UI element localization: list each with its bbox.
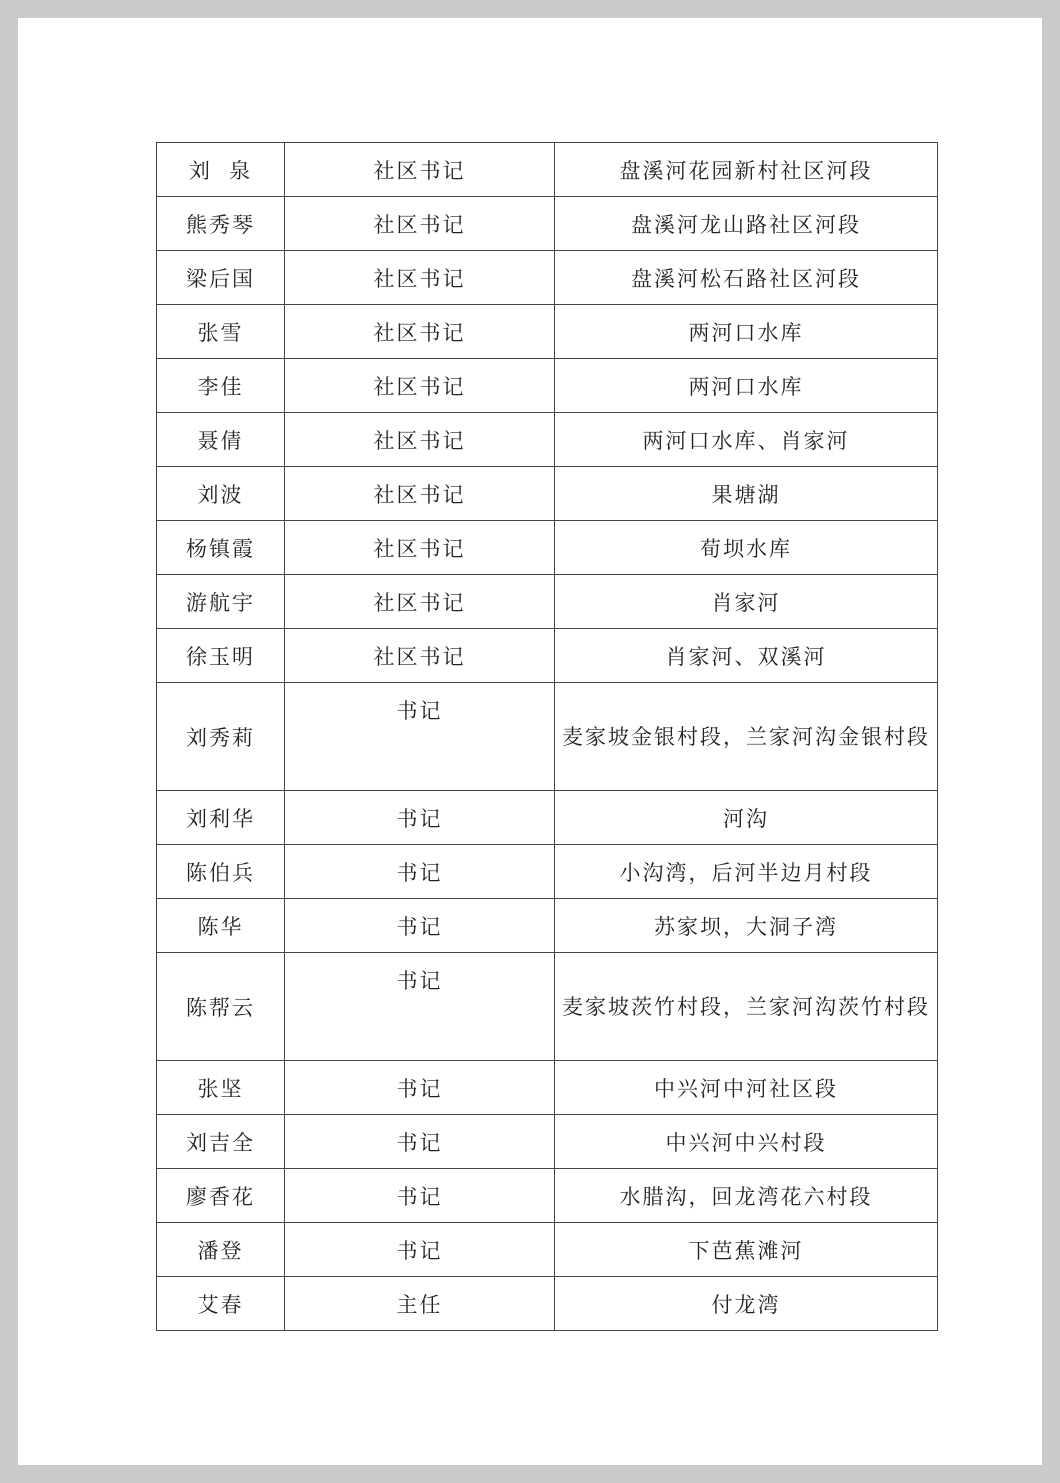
area-cell: 河沟: [555, 791, 938, 845]
table-row: [157, 953, 938, 1061]
role-cell: 社区书记: [285, 197, 555, 251]
table-row: [157, 413, 938, 467]
area-cell: 两河口水库: [555, 359, 938, 413]
name-cell: 徐玉明: [157, 629, 285, 683]
name-cell: 张雪: [157, 305, 285, 359]
area-cell: 麦家坡金银村段，兰家河沟金银村段: [555, 683, 938, 791]
role-cell: 社区书记: [285, 251, 555, 305]
role-cell: 社区书记: [285, 143, 555, 197]
name-cell: 陈华: [157, 899, 285, 953]
name-cell: 梁后国: [157, 251, 285, 305]
area-cell: 两河口水库、肖家河: [555, 413, 938, 467]
area-cell: 麦家坡茨竹村段，兰家河沟茨竹村段: [555, 953, 938, 1061]
area-cell: 果塘湖: [555, 467, 938, 521]
name-cell: 刘吉全: [157, 1115, 285, 1169]
name-cell: 张坚: [157, 1061, 285, 1115]
document-page: [18, 18, 1042, 1465]
role-cell: 社区书记: [285, 575, 555, 629]
name-cell: 刘波: [157, 467, 285, 521]
name-cell: 游航宇: [157, 575, 285, 629]
table-row: [157, 683, 938, 791]
area-cell: 水腊沟，回龙湾花六村段: [555, 1169, 938, 1223]
role-cell: 书记: [285, 1169, 555, 1223]
name-cell: 李佳: [157, 359, 285, 413]
area-cell: 肖家河、双溪河: [555, 629, 938, 683]
area-cell: 两河口水库: [555, 305, 938, 359]
table-row: [157, 1223, 938, 1277]
role-cell: 书记: [285, 1223, 555, 1277]
table-row: [157, 791, 938, 845]
area-cell: 下芭蕉滩河: [555, 1223, 938, 1277]
name-cell: 刘利华: [157, 791, 285, 845]
area-cell: 荀坝水库: [555, 521, 938, 575]
table-row: [157, 1061, 938, 1115]
table-row: [157, 197, 938, 251]
role-cell: 书记: [285, 953, 555, 1061]
role-cell: 主任: [285, 1277, 555, 1331]
name-cell: 聂倩: [157, 413, 285, 467]
area-cell: 小沟湾，后河半边月村段: [555, 845, 938, 899]
area-cell: 盘溪河花园新村社区河段: [555, 143, 938, 197]
role-cell: 社区书记: [285, 359, 555, 413]
role-cell: 社区书记: [285, 305, 555, 359]
table-row: [157, 251, 938, 305]
roster-table: [156, 142, 938, 1331]
role-cell: 书记: [285, 845, 555, 899]
role-cell: 社区书记: [285, 413, 555, 467]
name-cell: 潘登: [157, 1223, 285, 1277]
table-row: [157, 629, 938, 683]
table-row: [157, 143, 938, 197]
role-cell: 书记: [285, 1115, 555, 1169]
role-cell: 书记: [285, 791, 555, 845]
table-row: [157, 575, 938, 629]
table-row: [157, 359, 938, 413]
table-row: [157, 1115, 938, 1169]
role-cell: 社区书记: [285, 467, 555, 521]
table-row: [157, 899, 938, 953]
table-row: [157, 521, 938, 575]
role-cell: 书记: [285, 899, 555, 953]
name-cell: 刘 泉: [157, 143, 285, 197]
name-cell: 陈帮云: [157, 953, 285, 1061]
table-row: [157, 1277, 938, 1331]
name-cell: 杨镇霞: [157, 521, 285, 575]
name-cell: 陈伯兵: [157, 845, 285, 899]
table-row: [157, 845, 938, 899]
area-cell: 肖家河: [555, 575, 938, 629]
role-cell: 社区书记: [285, 521, 555, 575]
area-cell: 中兴河中兴村段: [555, 1115, 938, 1169]
area-cell: 盘溪河松石路社区河段: [555, 251, 938, 305]
area-cell: 盘溪河龙山路社区河段: [555, 197, 938, 251]
area-cell: 中兴河中河社区段: [555, 1061, 938, 1115]
table-row: [157, 305, 938, 359]
table-row: [157, 467, 938, 521]
name-cell: 廖香花: [157, 1169, 285, 1223]
name-cell: 艾春: [157, 1277, 285, 1331]
table-row: [157, 1169, 938, 1223]
area-cell: 付龙湾: [555, 1277, 938, 1331]
role-cell: 书记: [285, 1061, 555, 1115]
name-cell: 刘秀莉: [157, 683, 285, 791]
area-cell: 苏家坝，大洞子湾: [555, 899, 938, 953]
name-cell: 熊秀琴: [157, 197, 285, 251]
role-cell: 社区书记: [285, 629, 555, 683]
role-cell: 书记: [285, 683, 555, 791]
